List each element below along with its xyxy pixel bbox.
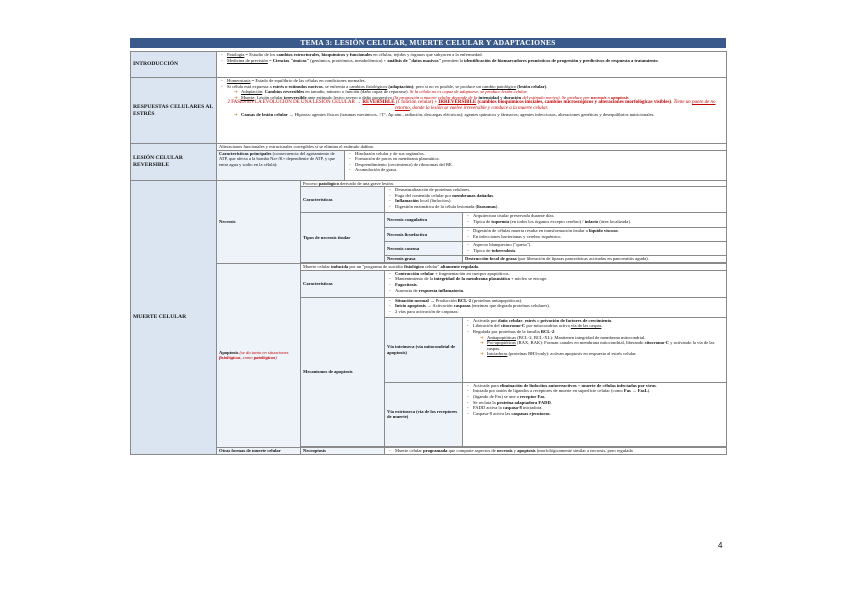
stress-label: RESPUESTAS CELULARES AL ESTRÉS <box>131 78 217 144</box>
intro-label: INTRODUCCIÓN <box>131 52 217 78</box>
necrosis-type-desc: Destrucción focal de grasa (por liberación de lipasas pancreáticas activadas en pancreatitis aguda). <box>463 256 727 263</box>
necrosis-char-item: - Desnaturalización de proteínas celulares. <box>395 187 724 193</box>
stress-adaptation: ➔ Adaptación: Cambios reversibles en tamaño, número o función (daño capaz de repararse). Si la célula no es capaz de adaptarse, se produce lesión celular. <box>241 89 724 95</box>
necrosis-type-name: Necrosis grasa <box>385 256 463 263</box>
reversible-label: LESIÓN CELULAR REVERSIBLE <box>131 144 217 181</box>
necrosis-char-item: - Digestión enzimática de la célula lesionada (lisosomas). <box>395 204 724 210</box>
reversible-row <box>131 150 727 180</box>
necrosis-intro-row <box>131 180 727 187</box>
stress-phases: 2 FASES EN LA EVOLUCIÓN DE UNA LESIÓN CELULAR → REVERSIBLE (1 función celular) + IRREVERSIBLE (cambios bioquímicos iniciales, cambios microscópicos y alteraciones morfológicas visibles). Tiene un punto de no retorno, donde la lesión se vuelve irreversible y conduce a la muerte celular. <box>227 100 716 112</box>
reversible-top: Alteraciones funcionales y estructurales corregibles si se elimina el estímulo dañino. <box>217 144 727 151</box>
document-title: TEMA 3: LESIÓN CELULAR, MUERTE CELULAR Y ADAPTACIONES <box>130 38 726 48</box>
stress-row <box>131 78 727 144</box>
stress-line-2: - Si célula está expuesta a estrés o estímulos nocivos, se enfrenta a cambios fisiológicos (adaptación); pero si no es posible, se produce un cambio patológico (lesión celular). <box>227 84 724 90</box>
apoptosis-char-list: - Contracción celular + fragmentación en cuerpos apoptóticos. - Mantenimiento de la integridad de la membrana plasmática + núcleo se encoge. - Fagocitosis. - Ausencia de respuesta inflamatoria. <box>385 270 727 297</box>
necrosis-type-desc: - Aspecto blanquecino ("queso"). - Típico de tuberculosis. <box>463 242 727 256</box>
reversible-item: - Formación de poros en membrana plasmática. <box>355 156 724 162</box>
necrosis-label: Necrosis <box>217 180 301 264</box>
extrinsic-label: Vía extrínseca (vía de los receptores de muerte) <box>385 382 463 446</box>
necrosis-type-desc: - Arquitectura tisular preservada durante días. - Típica de isquemia (en todos los órganos excepto cerebro) / infarto (área localizada). <box>463 213 727 228</box>
reversible-item: - Acumulación de grasa. <box>355 167 724 173</box>
page-number: 4 <box>718 541 723 550</box>
necrosis-char-list <box>385 187 727 213</box>
necrosis-type-name: Necrosis licuefactiva <box>385 228 463 242</box>
apoptosis-mech-label: Mecanismos de apoptosis <box>301 297 385 446</box>
necrosis-char-item: - Inflamación local (linfocitos). <box>395 198 724 204</box>
other-desc: - Muerte celular programada que comparte aspectos de necrosis y apoptosis (morfológicamente similar a necrosis, pero regulada <box>385 447 727 454</box>
necrosis-char-item: - Fuga del contenido celular por membranas dañadas. <box>395 193 724 199</box>
necrosis-type-name: Necrosis coagulativa <box>385 213 463 228</box>
necrosis-char-label: Características <box>301 187 385 213</box>
extrinsic-list: - Activada para eliminación de linfocitos autorreactivos + muerte de células infectadas por virus. - Iniciada por unión de ligandos a receptores de muerte en superficie celular (como Fas → FasL). - (ligando de Fas) se une a receptor Fas. - Se recluta la proteína adaptadora FADD. - FADD activa la caspasa-8 iniciadora. - Caspasa-8 activa las caspasas ejecutoras. <box>463 382 727 446</box>
reversible-item: - Hinchazón celular y de sus orgánulos. <box>355 151 724 157</box>
necrosis-type-desc: - Digestión de células muerta resulta en transformación tisular a líquido viscoso. - En infecciones bacterianas y cerebro isquémico. <box>463 228 727 242</box>
apoptosis-intro-row <box>131 264 727 271</box>
necrosis-types-label: Tipos de necrosis tisular <box>301 213 385 263</box>
reversible-item: - Desprendimiento (cercimiento) de ribosomas del RE. <box>355 162 724 168</box>
intro-line-2: - Medicina de precisión = Ciencias "ómicas" (genómica, proteómica, metabolómica) + análisis de "datos masivos" permiten la identificación de biomarcadores pronósticos de progresión y predictivos de respuesta a tratamiento. <box>227 58 724 64</box>
intro-row <box>131 52 727 78</box>
stress-death: ➔ Muerte: Lesión celular irreversible ante estímulo lesivo severo o daño progresivo (la progresión a muerte celular depende de la intensidad y duración del estímulo nocivo). Se produce por necrosis o apoptosis <box>241 95 724 101</box>
stress-content <box>217 78 727 144</box>
stress-line-1: - Homeostasis = Estado de equilibrio de las células en condiciones normales. <box>227 78 724 84</box>
death-label: MUERTE CELULAR <box>131 180 217 454</box>
apoptosis-mech-list: - Situación normal → Producción BCL-2 (proteínas antiapoptóticas). - Inicio apoptosis → Activación caspasas (enzimas que degrada proteínas celulares). - 2 vías para activación de caspasas: <box>385 297 727 317</box>
reversible-list <box>345 150 727 180</box>
summary-table <box>130 51 727 455</box>
necrosis-type-name: Necrosis caseosa <box>385 242 463 256</box>
reversible-row-top <box>131 144 727 151</box>
apoptosis-char-label: Características <box>301 270 385 297</box>
reversible-characteristics: Características principales (consecuencia del agotamiento de ATP, que afecta a la bomba Na+/K+ dependiente de ATP, y que entra agua y sodio en la célula): <box>217 150 345 180</box>
intrinsic-list: - Activada por daño celular, estrés o privación de factores de crecimiento. - Liberación del citocromo-C por mitocondrias activa vía de las caspas. - Regulada por proteínas de la familia BCL-2: ➔ Antiapoptóticas (BCL-2, BCL-XL): Mantienen integridad de membrana mitocondrial. ➔ Pro-apoptóticas (BAX, BAK): Forman canales en membrana mitocondrial, liberando citocromo-C y activando la vía de las caspas. ➔ Iniciadoras (proteínas BH3-only): activan apoptosis en respuesta al estrés celular. <box>463 317 727 382</box>
stress-causes: ➔ Causas de lesión celular → Hipoxia; agentes físicos (traumas mecánicos, ↑T°, Δp atm., radiación, descargas eléctricas); agentes químicos y fármacos; agentes infecciosos, alteraciones genéticas y desequilibrios nutricionales. <box>241 112 724 118</box>
intro-line-1: - Patología = Estudio de los cambios estructurales, bioquímicos y funcionales en células, tejidos y órganos que subyacen a la enfermedad. <box>227 52 724 58</box>
intro-content <box>217 52 727 78</box>
other-sub: Necroptosis <box>301 447 385 454</box>
apoptosis-label: Apoptosis (se da tanto en situaciones fisiológicas, como patológicas) <box>217 264 301 448</box>
other-row <box>131 447 727 454</box>
other-label: Otras formas de muerte celular <box>217 447 301 454</box>
intrinsic-label: Vía intrínseca (vía mitocondrial de apoptosis) <box>385 317 463 382</box>
apoptosis-intro: Muerte celular inducida por un "programa de suicidio fisiológico celular" altamente regulado. <box>301 264 727 271</box>
necrosis-intro: Proceso patológico derivado de una grave lesión. <box>301 180 727 187</box>
